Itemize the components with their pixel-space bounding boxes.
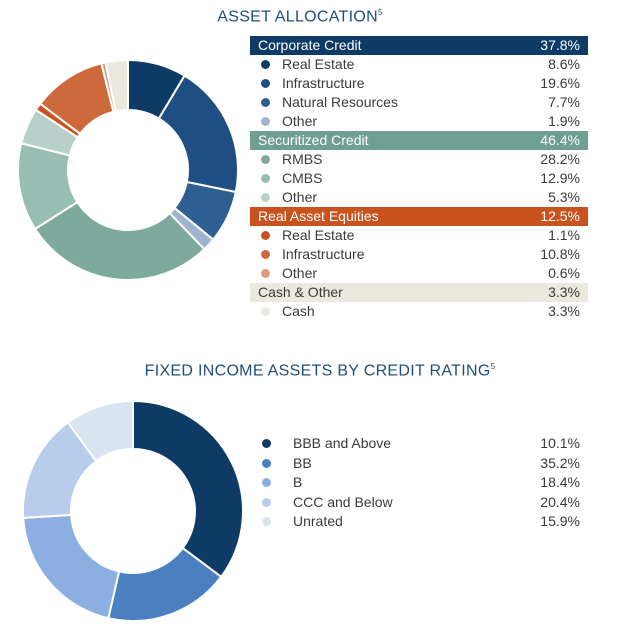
legend-item-label: Natural Resources [282, 94, 398, 110]
legend-item-label: CCC and Below [293, 493, 393, 510]
legend-group-label: Cash & Other [258, 284, 343, 300]
legend-dot-icon [262, 439, 271, 448]
legend-group-value: 46.4% [540, 132, 580, 148]
legend-item-value: 35.2% [540, 454, 580, 471]
legend-item-value: 8.6% [548, 56, 580, 72]
legend-item-value: 0.6% [548, 265, 580, 281]
legend-item [262, 434, 582, 454]
legend-item [250, 112, 588, 131]
legend-item [262, 473, 582, 493]
legend-item [250, 302, 588, 321]
legend-item-label: Real Estate [282, 56, 355, 72]
legend-group-header [250, 36, 588, 55]
legend-group-value: 12.5% [540, 208, 580, 224]
legend-item-value: 18.4% [540, 474, 580, 490]
legend-item-value: 3.3% [548, 303, 580, 319]
legend-group-value: 37.8% [540, 37, 580, 53]
legend-item [262, 512, 582, 532]
legend-item [250, 74, 588, 93]
legend-group-label: Real Asset Equities [258, 208, 379, 224]
legend-dot-icon [261, 193, 270, 202]
legend-item-label: Infrastructure [282, 75, 365, 91]
legend-item-label: Infrastructure [282, 246, 365, 262]
legend-group-value: 3.3% [548, 284, 580, 300]
legend-item [262, 493, 582, 513]
legend-dot-icon [261, 79, 270, 88]
legend-group-header [250, 283, 588, 302]
legend-dot-icon [261, 307, 270, 316]
credit-rating-slice-2 [23, 515, 119, 618]
legend-item-value: 19.6% [540, 75, 580, 91]
legend-item-value: 15.9% [540, 513, 580, 529]
legend-item-label: Unrated [293, 513, 343, 529]
credit-rating-title: FIXED INCOME ASSETS BY CREDIT RATING$^5$ [144, 362, 496, 380]
legend-item-value: 1.1% [548, 227, 580, 243]
legend-item [250, 226, 588, 245]
legend-item-label: RMBS [282, 151, 323, 167]
legend-item [250, 93, 588, 112]
legend-item-label: Real Estate [282, 227, 355, 243]
legend-dot-icon [262, 478, 271, 487]
legend-item [250, 245, 588, 264]
credit-rating-legend [262, 434, 582, 532]
legend-item-value: 5.3% [548, 189, 580, 205]
legend-item-label: CMBS [282, 170, 323, 186]
legend-item-label: Other [282, 265, 318, 281]
legend-dot-icon [261, 60, 270, 69]
legend-item-value: 28.2% [540, 151, 580, 167]
legend-item-label: Other [282, 113, 318, 129]
legend-item-label: B [293, 474, 303, 490]
legend-item [250, 188, 588, 207]
legend-dot-icon [261, 117, 270, 126]
asset-allocation-legend [250, 36, 588, 321]
credit-rating-donut [17, 395, 249, 627]
legend-dot-icon [261, 269, 270, 278]
legend-dot-icon [262, 459, 271, 468]
legend-group-header [250, 131, 588, 150]
legend-item [250, 264, 588, 283]
legend-item-label: BBB and Above [293, 435, 392, 451]
legend-dot-icon [261, 174, 270, 183]
legend-item-value: 10.8% [540, 246, 580, 262]
credit-rating-slice-0 [133, 401, 243, 577]
legend-dot-icon [261, 155, 270, 164]
legend-item-label: BB [293, 454, 312, 471]
legend-dot-icon [261, 231, 270, 240]
legend-item [262, 454, 582, 474]
asset-allocation-donut [8, 58, 248, 298]
legend-item-value: 20.4% [540, 493, 580, 510]
legend-dot-icon [262, 517, 271, 526]
legend-item-value: 12.9% [540, 170, 580, 186]
legend-item-value: 1.9% [548, 113, 580, 129]
legend-item-value: 10.1% [540, 435, 580, 451]
asset-allocation-title: ASSET ALLOCATION$^5$ [217, 8, 383, 26]
legend-item-label: Other [282, 189, 318, 205]
legend-item [250, 169, 588, 188]
legend-dot-icon [261, 250, 270, 259]
legend-group-header [250, 207, 588, 226]
legend-dot-icon [262, 498, 271, 507]
legend-group-label: Corporate Credit [258, 37, 362, 53]
legend-item-value: 7.7% [548, 94, 580, 110]
legend-item-label: Cash [282, 303, 315, 319]
legend-item [250, 150, 588, 169]
legend-group-label: Securitized Credit [258, 132, 369, 148]
legend-item [250, 55, 588, 74]
legend-dot-icon [261, 98, 270, 107]
